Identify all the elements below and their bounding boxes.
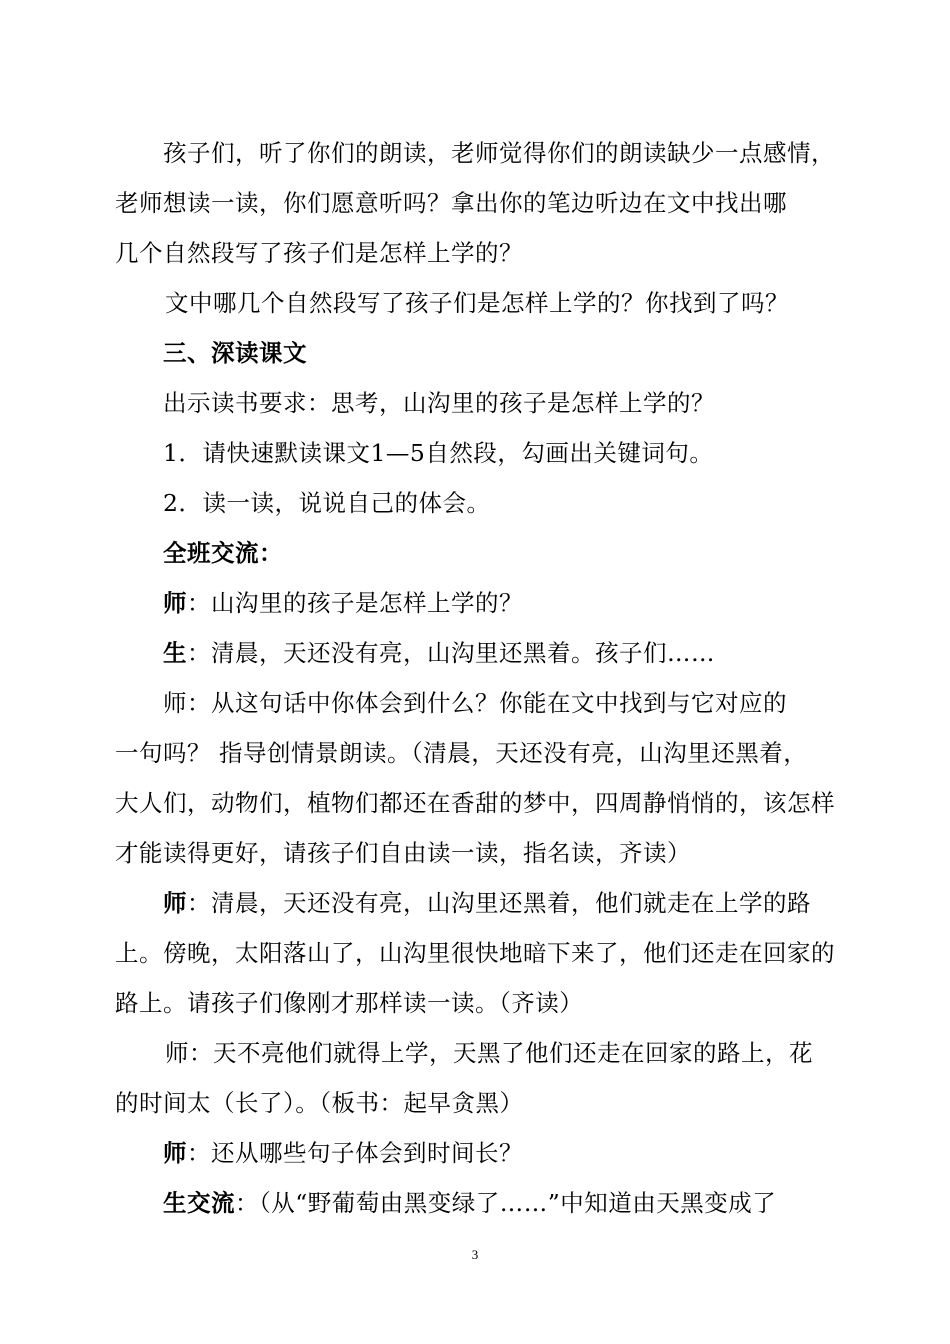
dialogue-text: ：（从“野葡萄由黑变绿了……”中知道由天黑变成了	[235, 1189, 777, 1217]
paragraph-line: 上。傍晚，太阳落山了，山沟里很快地暗下来了，他们还走在回家的	[115, 939, 835, 967]
dialogue-text: ：还从哪些句子体会到时间长？	[187, 1139, 523, 1167]
document-body	[115, 128, 840, 1228]
dialogue-line	[115, 1178, 840, 1228]
paragraph-line: 才能读得更好，请孩子们自由读一读，指名读，齐读）	[115, 839, 691, 867]
speaker-label: 师	[163, 589, 187, 617]
subheading: 全班交流：	[163, 539, 283, 567]
dialogue-line	[115, 578, 840, 628]
paragraph-line: 文中哪几个自然段写了孩子们是怎样上学的？你找到了吗？	[165, 289, 789, 317]
paragraph-line: 师：从这句话中你体会到什么？你能在文中找到与它对应的	[163, 689, 787, 717]
paragraph-line: 出示读书要求：思考，山沟里的孩子是怎样上学的？	[163, 389, 715, 417]
dialogue-text: ：山沟里的孩子是怎样上学的？	[187, 589, 523, 617]
paragraph-line: 师：天不亮他们就得上学，天黑了他们还走在回家的路上，花	[165, 1039, 813, 1067]
dialogue-line	[115, 1128, 840, 1178]
paragraph-line: 的时间太（长了）。（板书：起早贪黑）	[115, 1089, 524, 1117]
page-number: 3	[471, 1247, 479, 1262]
paragraph-line: 老师想读一读，你们愿意听吗？拿出你的笔边听边在文中找出哪	[115, 189, 787, 217]
list-item: 2．读一读，说说自己的体会。	[163, 489, 491, 517]
paragraph-line: 一句吗？ 指导创情景朗读。（清晨，天还没有亮，山沟里还黑着，	[115, 739, 808, 767]
paragraph-line: 路上。请孩子们像刚才那样读一读。（齐读）	[115, 989, 584, 1017]
section-heading: 三、深读课文	[163, 339, 307, 367]
dialogue-line	[115, 628, 840, 678]
dialogue-text: ：清晨，天还没有亮，山沟里还黑着，他们就走在上学的路	[187, 889, 811, 917]
paragraph-line: 孩子们，听了你们的朗读，老师觉得你们的朗读缺少一点感情，	[163, 139, 835, 167]
speaker-label: 师	[163, 889, 187, 917]
dialogue-line	[115, 878, 840, 928]
speaker-label: 生交流	[163, 1189, 235, 1217]
speaker-label: 师	[163, 1139, 187, 1167]
list-item: 1．请快速默读课文1—5自然段，勾画出关键词句。	[163, 439, 714, 467]
speaker-label: 生	[163, 639, 187, 667]
paragraph-line: 几个自然段写了孩子们是怎样上学的？	[115, 239, 523, 267]
paragraph-line: 大人们，动物们，植物们都还在香甜的梦中，四周静悄悄的，该怎样	[115, 789, 835, 817]
dialogue-text: ：清晨，天还没有亮，山沟里还黑着。孩子们……	[187, 639, 715, 667]
